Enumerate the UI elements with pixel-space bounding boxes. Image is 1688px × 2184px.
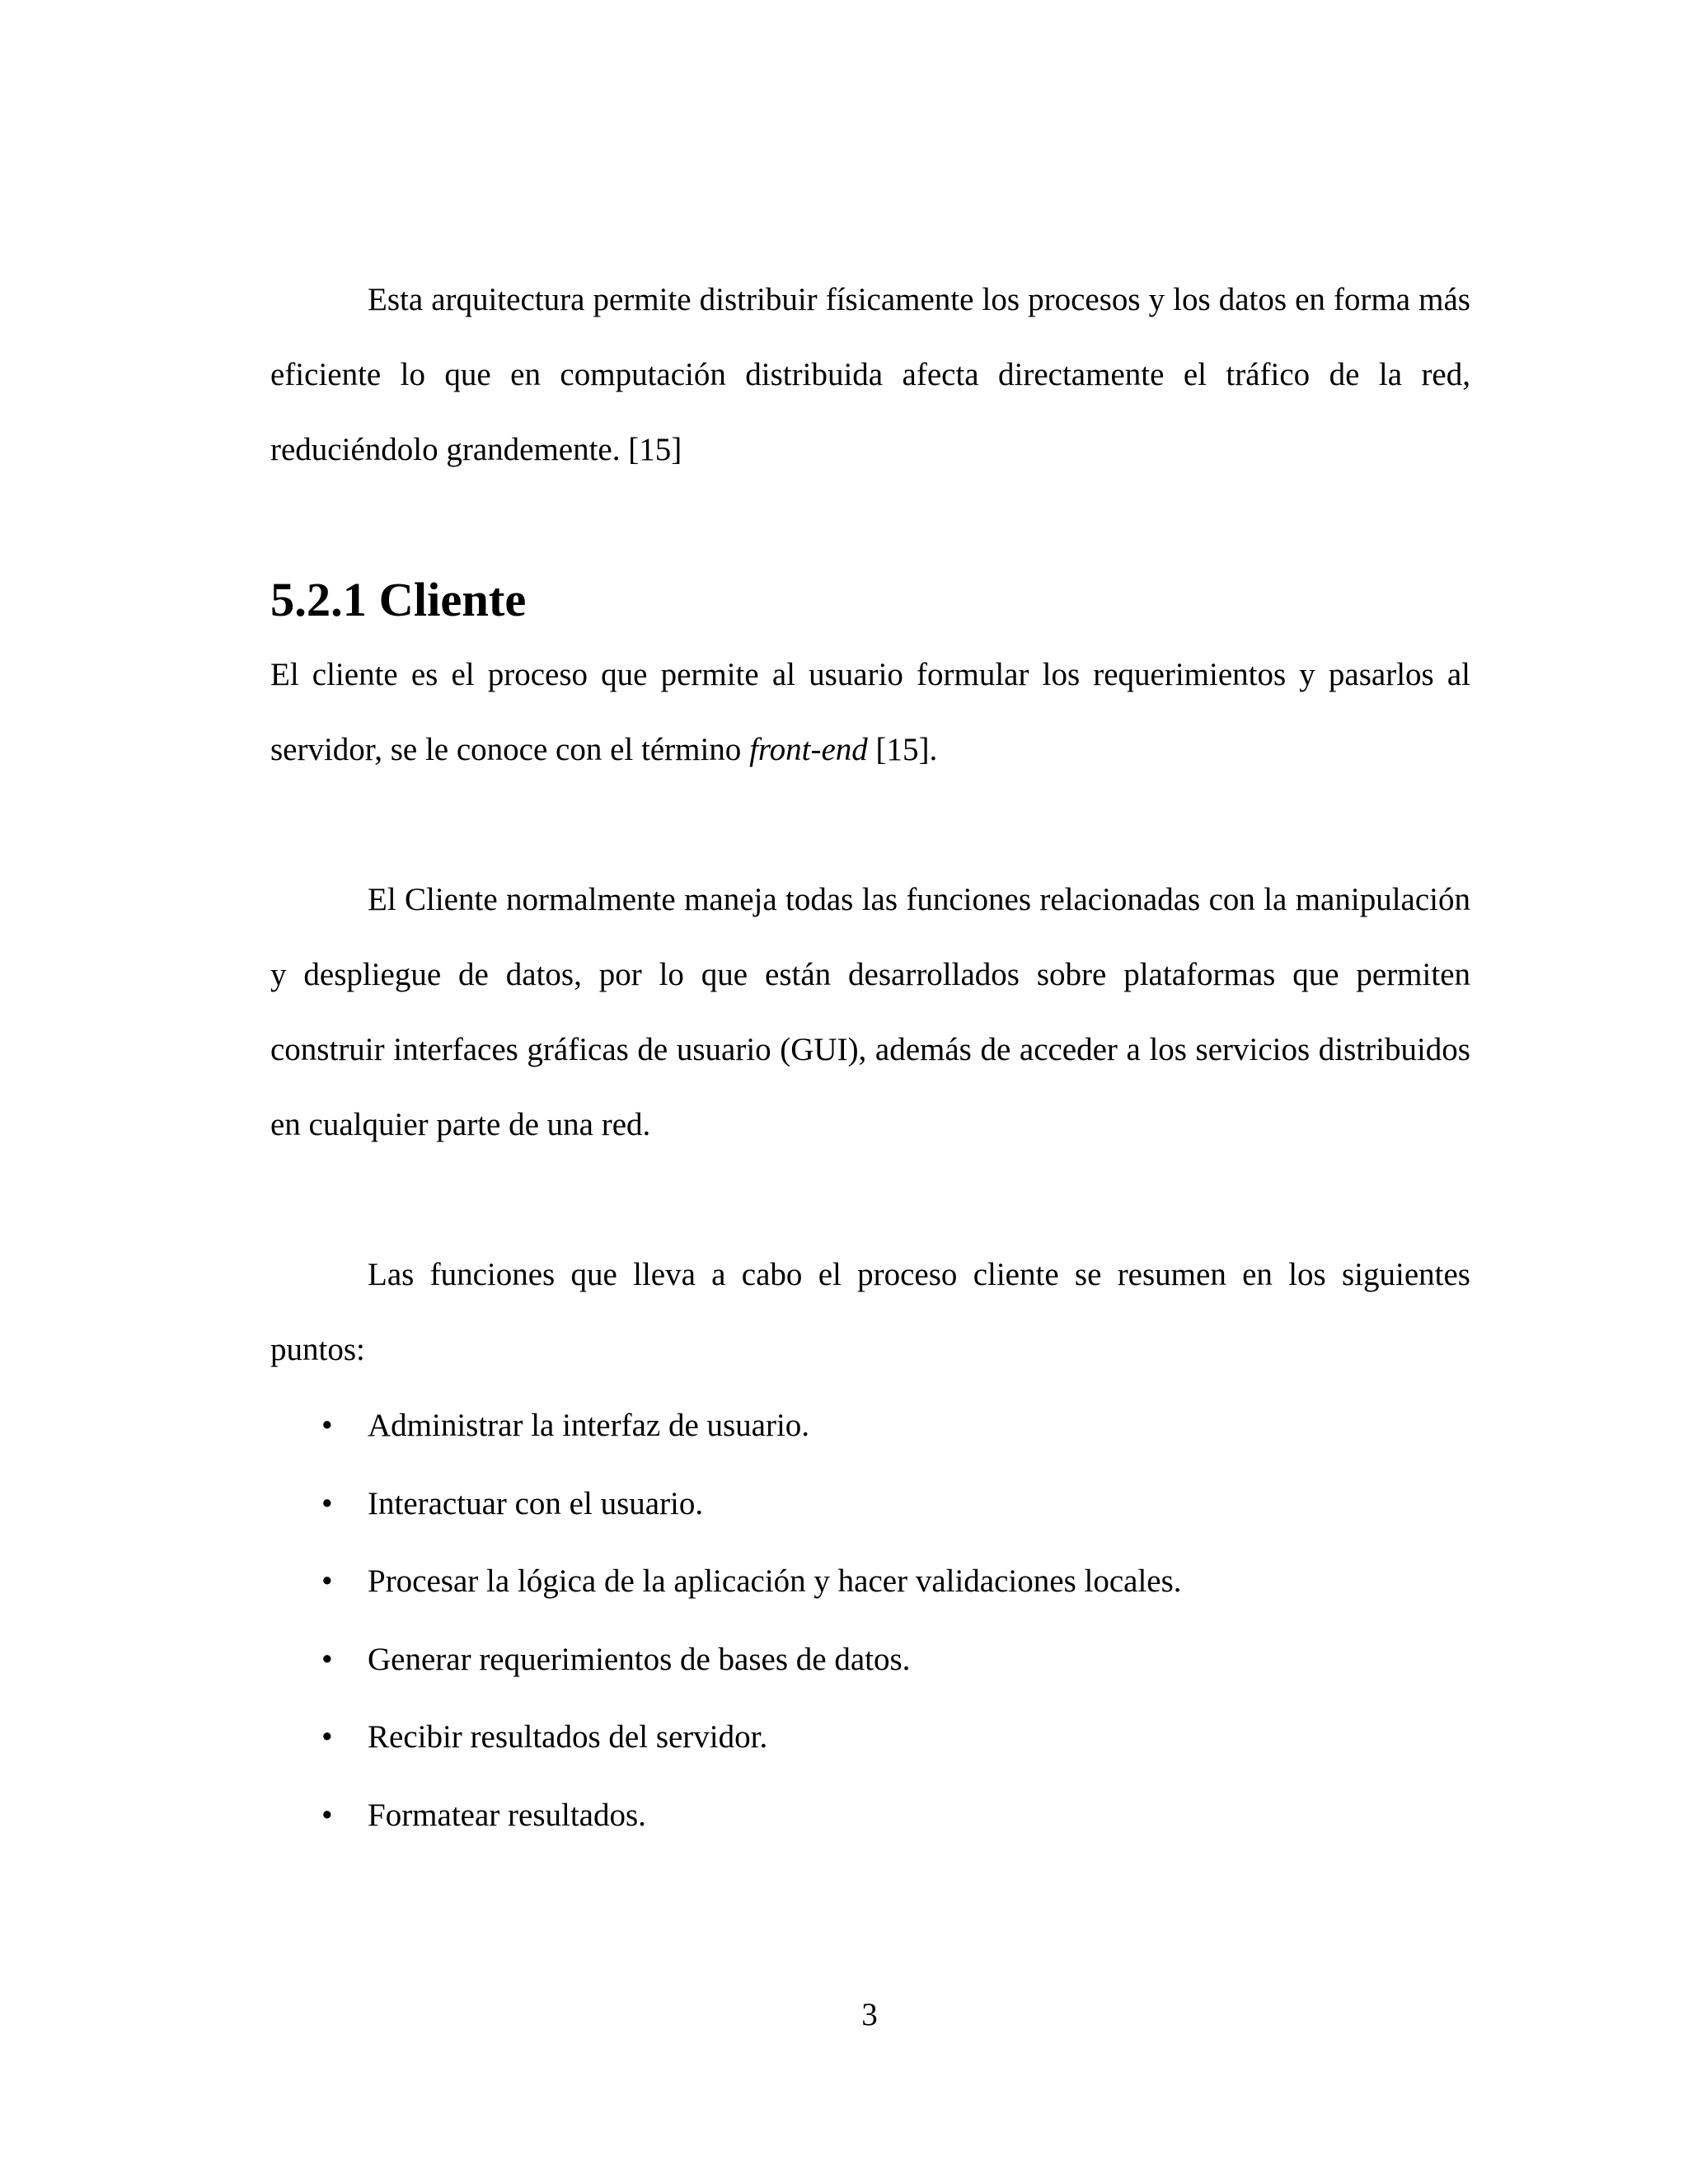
list-item-text: Recibir resultados del servidor. <box>368 1719 768 1755</box>
list-item-text: Procesar la lógica de la aplicación y hacer validaciones locales. <box>368 1563 1182 1599</box>
bullet-icon: • <box>321 1719 333 1755</box>
bullet-icon: • <box>321 1797 333 1833</box>
front-end-term: front-end <box>749 732 868 767</box>
paragraph-client-functions: El Cliente normalmente maneja todas las funciones relacionadas con la manipulación y despliegue de datos, por lo que están desarrollados sobre plataformas que permiten construir interfaces gráficas de usuario (GUI), además de acceder a los servicios distribuidos en cualquier parte de una red. <box>270 882 1470 1142</box>
paragraph-functions-intro: Las funciones que lleva a cabo el proceso cliente se resumen en los siguientes puntos: <box>270 1257 1470 1367</box>
list-item-text: Administrar la interfaz de usuario. <box>368 1408 810 1443</box>
list-item <box>270 1777 1470 1855</box>
paragraph-architecture: Esta arquitectura permite distribuir físicamente los procesos y los datos en forma más eficiente lo que en computación distribuida afecta directamente el tráfico de la red, reduciéndolo grandemente. [15] <box>270 282 1470 467</box>
list-item-text: Formatear resultados. <box>368 1797 646 1833</box>
bullet-icon: • <box>321 1485 333 1521</box>
paragraph-client-definition <box>270 637 1470 787</box>
list-item <box>270 1621 1470 1699</box>
bullet-icon: • <box>321 1563 333 1599</box>
bullet-icon: • <box>321 1408 333 1443</box>
section-heading: 5.2.1 Cliente <box>270 573 527 626</box>
list-item-text: Interactuar con el usuario. <box>368 1485 704 1521</box>
list-item <box>270 1387 1470 1465</box>
document-page <box>270 262 1470 1854</box>
client-definition-citation: [15]. <box>867 732 938 767</box>
client-functions-list <box>270 1387 1470 1854</box>
list-item <box>270 1465 1470 1544</box>
list-item <box>270 1699 1470 1777</box>
list-item-text: Generar requerimientos de bases de datos. <box>368 1641 911 1677</box>
list-item <box>270 1543 1470 1621</box>
client-definition-text: El cliente es el proceso que permite al usuario formular los requerimientos y pasarlos al servidor, se le conoce con el término <box>270 657 1470 767</box>
page-number: 3 <box>861 1997 878 2032</box>
bullet-icon: • <box>321 1641 333 1677</box>
